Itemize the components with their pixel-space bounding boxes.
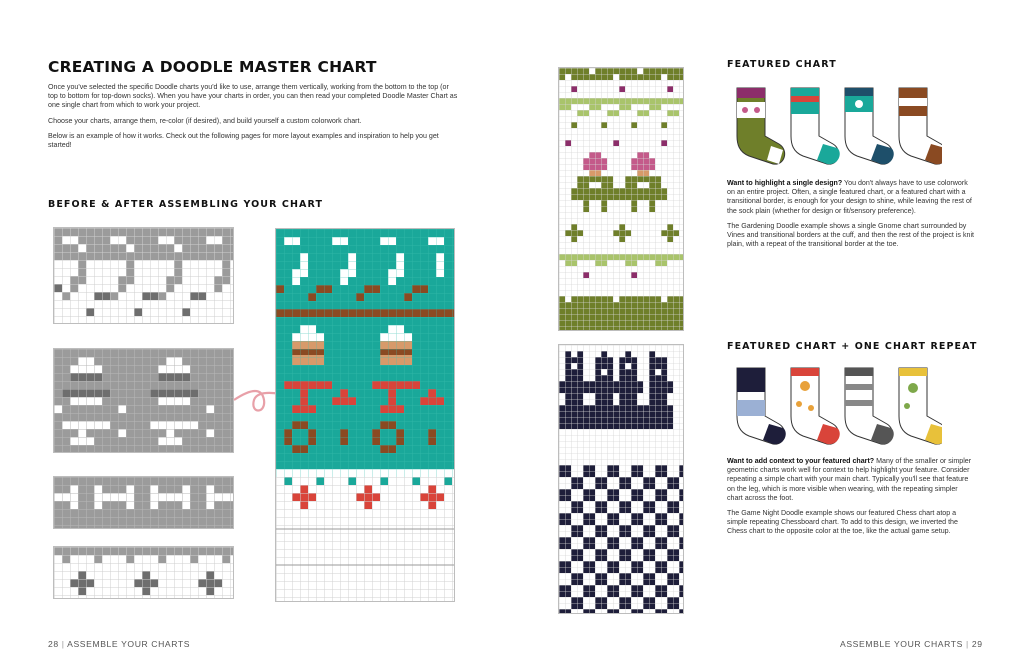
left-footer <box>48 639 190 649</box>
intro-text <box>48 83 460 156</box>
left-page-number: 28 <box>48 639 59 649</box>
sock-icon <box>899 368 942 444</box>
footer-separator: | <box>61 639 65 649</box>
featured-lead: Want to highlight a single design? <box>727 179 843 187</box>
gray-chart-cakes <box>53 348 234 453</box>
intro-paragraph-3: Below is an example of how it works. Check out the following pages for more layout examples and inspiration to help you get started! <box>48 131 439 150</box>
repeat-lead: Want to add context to your featured chart? <box>727 457 875 465</box>
featured-socks-row <box>727 84 942 170</box>
gray-chart-leaves <box>53 227 234 324</box>
sock-icon <box>791 368 840 444</box>
repeat-socks-row <box>727 364 942 450</box>
featured-paragraph-1 <box>727 179 975 216</box>
repeat-paragraph-1 <box>727 457 975 503</box>
sock-icon <box>737 88 785 164</box>
sock-icon <box>791 88 840 164</box>
footer-separator: | <box>965 639 969 649</box>
repeat-paragraph-2: The Game Night Doodle example shows our featured Chess chart atop a simple repeating Chessboard chart. To add to this design, we inverted the Chess chart to the opposite color at the toe, like the actual game setup. <box>727 509 958 536</box>
section-heading-before-after: BEFORE & AFTER ASSEMBLING YOUR CHART <box>48 199 324 210</box>
repeat-body-1: Many of the smaller or simpler geometric charts work well for context to help highlight your feature. Consider repeating a simple chart with your main chart. Typically you'll see that feature on the leg, which is more visible when wearing, with the repeating simpler chart across the foot. <box>727 457 972 502</box>
featured-text <box>727 179 975 255</box>
featured-repeat-heading: FEATURED CHART + ONE CHART REPEAT <box>727 341 978 352</box>
right-footer <box>840 639 983 649</box>
right-page-number: 29 <box>971 639 983 649</box>
chess-chart <box>558 344 684 614</box>
featured-body-1: You don't always have to use colorwork on an entire project. Often, a single featured chart, or a featured chart with a transitional border, is enough for your design to shine, while leaving the rest of the sock plain (whether for design or fit/sensory preference). <box>727 179 972 215</box>
sock-icon <box>737 368 786 444</box>
featured-chart-heading: FEATURED CHART <box>727 59 837 70</box>
intro-paragraph-1: Once you've selected the specific Doodle charts you'd like to use, arrange them vertically, working from the bottom to the top (or top to bottom for top-down socks). When you have your charts in order, you can then read your completed Doodle Master Chart as one single chart from which to work your project. <box>48 83 458 110</box>
sock-icon <box>845 88 894 164</box>
master-chart-colored <box>275 228 455 602</box>
page-title: CREATING A DOODLE MASTER CHART <box>48 58 377 76</box>
featured-repeat-text <box>727 457 975 543</box>
intro-paragraph-2: Choose your charts, arrange them, re-color (if desired), and build yourself a custom colorwork chart. <box>48 116 362 125</box>
left-footer-section: ASSEMBLE YOUR CHARTS <box>67 639 191 649</box>
featured-paragraph-2: The Gardening Doodle example shows a single Gnome chart surrounded by Vines and transitional borders at the cuff, and then the rest of the project is knit plain, with a repeat of the transitional border at the toe. <box>727 221 974 249</box>
gnome-chart <box>558 67 684 331</box>
gray-chart-chain <box>53 476 234 529</box>
gray-chart-diamonds <box>53 546 234 599</box>
sock-icon <box>899 88 942 164</box>
sock-icon <box>845 368 894 444</box>
right-footer-section: ASSEMBLE YOUR CHARTS <box>840 639 963 649</box>
